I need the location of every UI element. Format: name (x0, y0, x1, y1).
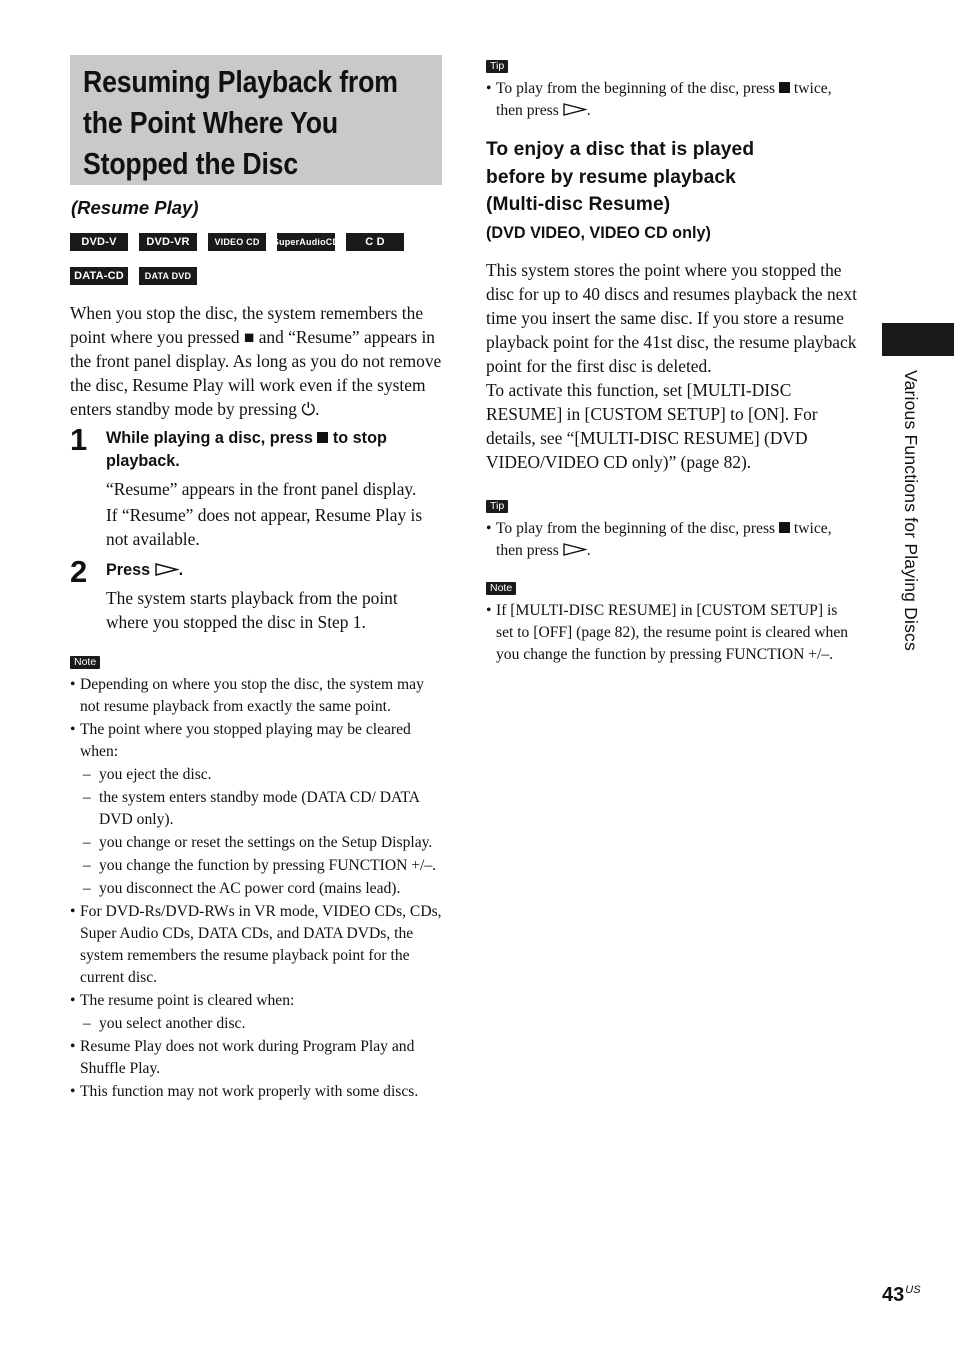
badge-video-cd: VIDEO CD (208, 233, 266, 251)
list-subitem: – you change the function by pressing FUNCTION +/–. (70, 855, 442, 877)
note-list (486, 600, 858, 666)
step-heading (106, 559, 442, 582)
tip-section-1 (486, 56, 858, 122)
note-list (70, 674, 442, 1103)
play-icon (563, 543, 587, 556)
note-section-right (486, 578, 858, 666)
tip-text: To play from the beginning of the disc, press (496, 519, 776, 537)
subtitle: (Resume Play) (71, 197, 199, 218)
note-section (70, 652, 442, 1103)
page-number (882, 1284, 921, 1307)
step-heading (106, 427, 442, 473)
list-item: • To play from the beginning of the disc, press twice, then press . (486, 518, 858, 562)
step-number: 2 (70, 554, 88, 589)
title-line-2: the Point Where You (83, 105, 338, 140)
list-item: • Depending on where you stop the disc, the system may not resume playback from exactly the same point. (70, 674, 442, 718)
stop-icon (317, 432, 328, 443)
disc-type-badges (70, 233, 442, 285)
tip-section-2 (486, 496, 858, 562)
step-number: 1 (70, 422, 88, 457)
section-heading (486, 136, 858, 219)
left-column (70, 55, 442, 1103)
step-2 (70, 554, 442, 634)
list-item: • The point where you stopped playing may be cleared when: (70, 719, 442, 763)
list-subitem: – you disconnect the AC power cord (mains lead). (70, 878, 442, 900)
step-body (106, 477, 442, 551)
tip-text: To play from the beginning of the disc, press (496, 80, 776, 97)
list-item: • Resume Play does not work during Program Play and Shuffle Play. (70, 1036, 442, 1080)
tip-label: Tip (486, 60, 508, 73)
right-column (486, 56, 858, 666)
tip-text: twice, then press (496, 519, 832, 559)
stop-icon (779, 522, 790, 533)
note-label: Note (70, 656, 100, 669)
list-item: • This function may not work properly with some discs. (70, 1081, 442, 1103)
badge-data-dvd: DATA DVD (139, 267, 197, 285)
page-number-suffix: US (905, 1284, 921, 1296)
section-body (486, 258, 858, 474)
side-tab-marker (882, 323, 954, 356)
heading-line-1: To enjoy a disc that is played (486, 139, 755, 160)
title-banner (70, 55, 442, 185)
badge-data-cd: DATA-CD (70, 267, 128, 285)
list-item: • For DVD-Rs/DVD-RWs in VR mode, VIDEO CDs, CDs, Super Audio CDs, DATA CDs, and DATA DVDs, the system remembers the resume playback point for the current disc. (70, 901, 442, 989)
list-item: • The resume point is cleared when: (70, 990, 442, 1012)
badge-cd: C D (346, 233, 404, 251)
page-number-value: 43 (882, 1284, 905, 1306)
list-item: • If [MULTI-DISC RESUME] in [CUSTOM SETUP] is set to [OFF] (page 82), the resume point is cleared when you change the function by pressing FUNCTION +/–. (486, 600, 858, 666)
step-text: The system starts playback from the point where you stopped the disc in Step 1. (106, 588, 398, 632)
tip-list (486, 78, 858, 122)
page-title (83, 61, 398, 184)
body-paragraph: To activate this function, set [MULTI-DISC RESUME] in [CUSTOM SETUP] to [ON]. For details, see “[MULTI-DISC RESUME] (DVD VIDEO/VIDEO CD only)” (page 82). (486, 379, 818, 472)
step-text: If “Resume” does not appear, Resume Play is not available. (106, 505, 423, 549)
badge-super-audio-cd: SuperAudioCD (277, 233, 335, 251)
intro-paragraph: When you stop the disc, the system remembers the point where you pressed ■ and “Resume” appears in the front panel display. As long as you do not remove the disc, Resume Play will work even if the system enters standby mode by pressing ⏻. (70, 303, 442, 419)
heading-line-2: before by resume playback (486, 166, 736, 188)
tip-label: Tip (486, 500, 508, 513)
tip-text: twice, then press (496, 80, 832, 119)
section-subheading: (DVD VIDEO, VIDEO CD only) (486, 223, 711, 242)
play-icon (563, 103, 587, 116)
side-tab-label: Various Functions for Playing Discs (901, 370, 921, 651)
step-heading-pre: While playing a disc, press (106, 429, 313, 447)
tip-list (486, 518, 858, 562)
step-body (106, 586, 442, 634)
badge-dvd-v: DVD-V (70, 233, 128, 251)
step-heading-pre: Press (106, 561, 151, 579)
title-line-3: Stopped the Disc (83, 146, 298, 181)
badge-dvd-vr: DVD-VR (139, 233, 197, 251)
step-heading-post: to stop playback. (106, 429, 387, 470)
list-subitem: – the system enters standby mode (DATA CD/ DATA DVD only). (70, 787, 442, 831)
body-paragraph: This system stores the point where you stopped the disc for up to 40 discs and resumes playback the next time you insert the same disc. If you store a resume playback point for the 41st disc, the resume playback point for the first disc is deleted. (486, 259, 857, 376)
step-text: “Resume” appears in the front panel display. (106, 479, 417, 499)
title-line-1: Resuming Playback from (83, 64, 398, 99)
stop-icon (779, 82, 790, 93)
list-subitem: – you select another disc. (70, 1013, 442, 1035)
heading-line-3: (Multi-disc Resume) (486, 194, 671, 215)
note-label: Note (486, 582, 516, 595)
step-1 (70, 422, 442, 551)
list-item: • To play from the beginning of the disc, press twice, then press . (486, 78, 858, 122)
list-subitem: – you change or reset the settings on the Setup Display. (70, 832, 442, 854)
list-subitem: – you eject the disc. (70, 764, 442, 786)
play-icon (155, 563, 179, 576)
step-heading-post: . (178, 561, 184, 579)
